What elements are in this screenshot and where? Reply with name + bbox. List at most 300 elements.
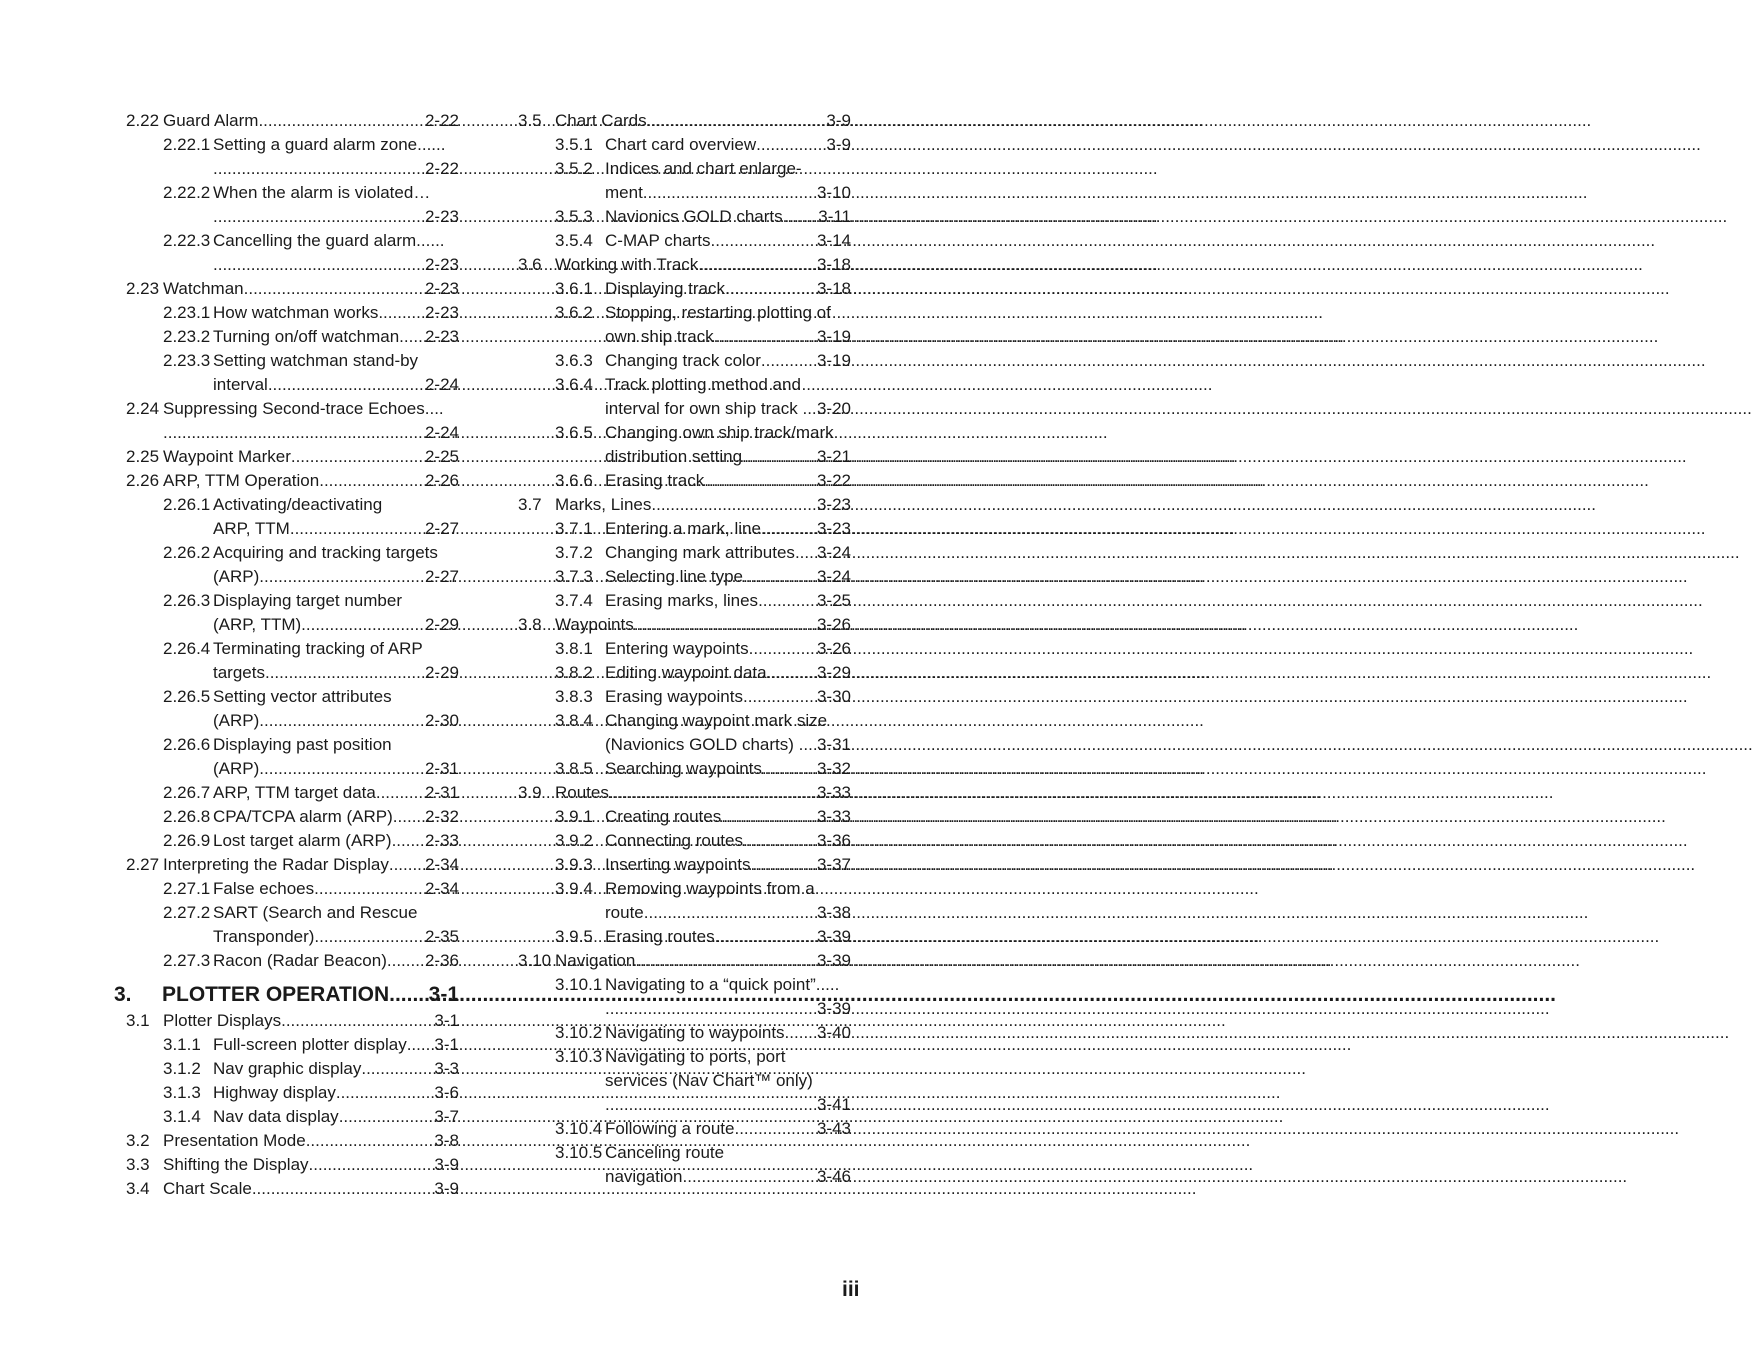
toc-entry-number: 3.8.1 bbox=[555, 639, 593, 658]
toc-dot-leader bbox=[743, 685, 817, 709]
toc-entry bbox=[518, 1165, 851, 1189]
toc-entry-title: Chart Cards bbox=[555, 111, 647, 130]
toc-entry-title: interval bbox=[213, 375, 268, 394]
toc-dot-leader bbox=[711, 229, 817, 253]
toc-dot-leader bbox=[647, 109, 827, 133]
toc-entry-title: Entering a mark, line bbox=[605, 519, 761, 538]
toc-dot-leader bbox=[807, 397, 817, 421]
toc-entry-title: own ship track bbox=[605, 327, 714, 346]
toc-page-ref: 2-27 bbox=[424, 567, 459, 586]
toc-dot-leader bbox=[635, 949, 817, 973]
toc-entry-number: 3.6 bbox=[518, 255, 542, 274]
toc-entry-number: 3.6.2 bbox=[555, 303, 593, 322]
toc-page-ref: 2-23 bbox=[424, 279, 459, 298]
toc-entry-title: Connecting routes bbox=[605, 831, 743, 850]
toc-page-ref: 3-26 bbox=[816, 639, 851, 658]
toc-page-ref: 3-39 bbox=[816, 999, 851, 1018]
toc-page-ref: 3-32 bbox=[816, 759, 851, 778]
toc-dot-leader bbox=[761, 349, 817, 373]
toc-entry bbox=[126, 109, 459, 133]
toc-dot-leader bbox=[761, 517, 817, 541]
toc-entry-number: 3.1.2 bbox=[163, 1059, 201, 1078]
toc-entry-title: Changing track color bbox=[605, 351, 761, 370]
toc-entry bbox=[518, 277, 851, 301]
toc-entry-number: 3.5.1 bbox=[555, 135, 593, 154]
toc-entry-title: PLOTTER OPERATION bbox=[162, 983, 390, 1006]
toc-entry bbox=[126, 829, 459, 853]
toc-entry-title: Changing waypoint mark size bbox=[605, 711, 828, 730]
toc-dot-leader bbox=[301, 613, 425, 637]
toc-entry bbox=[518, 517, 851, 541]
toc-entry-title: Marks, Lines bbox=[555, 495, 652, 514]
toc-entry bbox=[518, 133, 851, 157]
toc-entry-number: 3.9 bbox=[518, 783, 542, 802]
toc-entry-title: Chart card overview bbox=[605, 135, 757, 154]
toc-entry bbox=[518, 301, 851, 325]
toc-entry bbox=[518, 229, 851, 253]
toc-page-ref: 3-39 bbox=[816, 927, 851, 946]
toc-entry bbox=[518, 1117, 851, 1141]
toc-entry bbox=[518, 637, 851, 661]
toc-page-ref: 2-31 bbox=[424, 759, 459, 778]
toc-entry bbox=[518, 853, 851, 877]
toc-entry bbox=[126, 733, 459, 757]
toc-dot-leader bbox=[259, 709, 425, 733]
toc-entry bbox=[518, 397, 851, 421]
toc-dot-leader bbox=[762, 757, 817, 781]
toc-entry bbox=[126, 1033, 459, 1057]
toc-entry bbox=[518, 1141, 851, 1165]
toc-entry-title: Navionics GOLD charts bbox=[605, 207, 783, 226]
toc-dot-leader bbox=[634, 613, 817, 637]
toc-entry bbox=[518, 1045, 851, 1069]
toc-entry bbox=[126, 1105, 459, 1129]
toc-entry bbox=[126, 421, 459, 445]
toc-page-ref: 3-41 bbox=[816, 1095, 851, 1114]
toc-entry bbox=[126, 565, 459, 589]
toc-page-ref: 3-21 bbox=[816, 447, 851, 466]
toc-page-ref: 3-31 bbox=[816, 735, 851, 754]
toc-dot-leader bbox=[252, 1177, 435, 1201]
toc-entry-title: Nav data display bbox=[213, 1107, 339, 1126]
toc-entry-title: Setting a guard alarm zone...... bbox=[213, 135, 446, 154]
toc-entry bbox=[518, 733, 851, 757]
toc-page-ref: 3-29 bbox=[816, 663, 851, 682]
toc-dot-leader bbox=[244, 277, 425, 301]
toc-dot-leader bbox=[751, 853, 817, 877]
toc-entry-title: Navigation bbox=[555, 951, 636, 970]
toc-entry-number: 3.3 bbox=[126, 1155, 150, 1174]
toc-dot-leader bbox=[605, 997, 817, 1021]
toc-dot-leader bbox=[767, 661, 817, 685]
toc-dot-leader bbox=[259, 565, 425, 589]
toc-page-ref: 3-30 bbox=[816, 687, 851, 706]
toc-page-ref: 3-11 bbox=[818, 207, 851, 226]
toc-entry bbox=[518, 829, 851, 853]
toc-entry-title: Working with Track bbox=[555, 255, 699, 274]
toc-dot-leader bbox=[213, 157, 425, 181]
toc-entry bbox=[518, 469, 851, 493]
toc-dot-leader bbox=[609, 781, 817, 805]
toc-entry-title: Entering waypoints bbox=[605, 639, 749, 658]
toc-page-ref: 2-36 bbox=[424, 951, 459, 970]
toc-page-ref: 2-27 bbox=[424, 519, 459, 538]
toc-entry-title: Waypoint Marker bbox=[163, 447, 291, 466]
toc-entry-title: Nav graphic display bbox=[213, 1059, 362, 1078]
toc-entry bbox=[518, 757, 851, 781]
toc-entry-title: Lost target alarm (ARP) bbox=[213, 831, 392, 850]
toc-entry-title: Navigating to waypoints bbox=[605, 1023, 785, 1042]
toc-entry-title: ment bbox=[605, 183, 643, 202]
toc-dot-leader bbox=[714, 325, 817, 349]
toc-entry bbox=[518, 157, 851, 181]
toc-entry bbox=[518, 949, 851, 973]
toc-entry-number: 2.22.2 bbox=[163, 183, 211, 202]
toc-entry bbox=[126, 1153, 459, 1177]
toc-entry-title: Acquiring and tracking targets bbox=[213, 543, 438, 562]
toc-entry bbox=[126, 1129, 459, 1153]
toc-entry-title: Erasing routes bbox=[605, 927, 715, 946]
toc-entry bbox=[126, 205, 459, 229]
toc-entry-title: Displaying past position bbox=[213, 735, 392, 754]
toc-entry bbox=[126, 397, 459, 421]
toc-entry bbox=[126, 181, 459, 205]
toc-page-ref: 3-18 bbox=[816, 279, 851, 298]
toc-entry-title: ARP, TTM Operation bbox=[163, 471, 320, 490]
toc-entry-title: Displaying target number bbox=[213, 591, 402, 610]
toc-entry bbox=[126, 805, 459, 829]
toc-entry bbox=[518, 181, 851, 205]
toc-entry bbox=[126, 781, 459, 805]
toc-entry-title: Track plotting method and bbox=[605, 375, 801, 394]
toc-entry-number: 3.6.4 bbox=[555, 375, 593, 394]
toc-entry-number: 3.8.5 bbox=[555, 759, 593, 778]
toc-entry-number: 2.22.1 bbox=[163, 135, 211, 154]
toc-entry-number: 3.2 bbox=[126, 1131, 150, 1150]
toc-entry-title: Erasing marks, lines bbox=[605, 591, 759, 610]
toc-entry-number: 3.6.1 bbox=[555, 279, 593, 298]
toc-dot-leader bbox=[704, 469, 817, 493]
toc-entry-title: Full-screen plotter display bbox=[213, 1035, 407, 1054]
toc-entry-number: 3.7.4 bbox=[555, 591, 593, 610]
toc-dot-leader bbox=[749, 637, 817, 661]
toc-entry-title: route bbox=[605, 903, 644, 922]
toc-entry bbox=[518, 253, 851, 277]
toc-entry-title: Searching waypoints bbox=[605, 759, 762, 778]
toc-entry-number: 2.26.7 bbox=[163, 783, 211, 802]
toc-dot-leader bbox=[715, 925, 817, 949]
toc-dot-leader bbox=[605, 1093, 817, 1117]
toc-entry bbox=[518, 349, 851, 373]
toc-page-ref: 2-26 bbox=[424, 471, 459, 490]
toc-entry-title: Setting vector attributes bbox=[213, 687, 392, 706]
toc-dot-leader bbox=[389, 853, 425, 877]
toc-page-ref: 3-20 bbox=[816, 399, 851, 418]
toc-page-ref: 3-9 bbox=[434, 1155, 459, 1174]
toc-entry bbox=[518, 973, 851, 997]
toc-entry-title: Turning on/off watchman bbox=[213, 327, 400, 346]
toc-entry-title: (Navionics GOLD charts) .. bbox=[605, 735, 809, 754]
toc-entry-number: 3.10.2 bbox=[555, 1023, 603, 1042]
toc-dot-leader bbox=[808, 733, 817, 757]
toc-entry-number: 3. bbox=[114, 983, 132, 1006]
toc-dot-leader bbox=[407, 1033, 435, 1057]
toc-page-ref: 2-29 bbox=[424, 615, 459, 634]
toc-entry-number: 2.22.3 bbox=[163, 231, 211, 250]
toc-entry bbox=[126, 301, 459, 325]
toc-entry-title: Shifting the Display bbox=[163, 1155, 309, 1174]
toc-page-ref: 3-23 bbox=[816, 495, 851, 514]
toc-entry-title: ARP, TTM bbox=[213, 519, 290, 538]
toc-entry bbox=[126, 325, 459, 349]
toc-page-ref: 2-23 bbox=[424, 303, 459, 322]
toc-dot-leader bbox=[683, 1165, 817, 1189]
toc-entry-number: 3.1.1 bbox=[163, 1035, 201, 1054]
toc-dot-leader bbox=[314, 877, 425, 901]
toc-page-ref: 3-8 bbox=[434, 1131, 459, 1150]
toc-entry-title: Erasing track bbox=[605, 471, 705, 490]
toc-dot-leader bbox=[758, 589, 817, 613]
toc-dot-leader bbox=[743, 829, 817, 853]
toc-entry-number: 3.7.2 bbox=[555, 543, 593, 562]
page-number: iii bbox=[842, 1278, 860, 1301]
toc-dot-leader bbox=[651, 493, 817, 517]
toc-dot-leader bbox=[319, 469, 425, 493]
toc-dot-leader bbox=[725, 277, 817, 301]
toc-entry-number: 3.5.3 bbox=[555, 207, 593, 226]
toc-entry bbox=[126, 253, 459, 277]
toc-entry-number: 3.8.2 bbox=[555, 663, 593, 682]
toc-entry-title: Transponder) bbox=[213, 927, 315, 946]
toc-entry-title: Creating routes bbox=[605, 807, 722, 826]
toc-entry-number: 3.1.4 bbox=[163, 1107, 201, 1126]
toc-entry bbox=[126, 133, 459, 157]
toc-page-ref: 2-22 bbox=[424, 111, 459, 130]
toc-dot-leader bbox=[314, 925, 425, 949]
toc-entry bbox=[126, 1081, 459, 1105]
toc-dot-leader bbox=[213, 253, 425, 277]
toc-entry-number: 2.26.2 bbox=[163, 543, 211, 562]
toc-entry-title: distribution setting bbox=[605, 447, 743, 466]
toc-entry bbox=[518, 325, 851, 349]
toc-entry-number: 2.23.1 bbox=[163, 303, 211, 322]
toc-page-ref: 3-19 bbox=[816, 327, 851, 346]
toc-dot-leader bbox=[742, 445, 817, 469]
toc-entry bbox=[518, 613, 851, 637]
toc-dot-leader bbox=[378, 301, 425, 325]
toc-entry-number: 2.24 bbox=[126, 399, 160, 418]
toc-entry bbox=[518, 493, 851, 517]
toc-entry-title: Navigating to ports, port bbox=[605, 1047, 786, 1066]
toc-left-column bbox=[114, 109, 459, 1201]
toc-entry bbox=[126, 613, 459, 637]
toc-entry-number: 3.9.3 bbox=[555, 855, 593, 874]
toc-entry bbox=[126, 757, 459, 781]
toc-entry-number: 2.25 bbox=[126, 447, 160, 466]
toc-entry-title: Watchman bbox=[163, 279, 244, 298]
toc-entry bbox=[518, 109, 851, 133]
toc-entry-number: 3.5.4 bbox=[555, 231, 593, 250]
toc-page-ref: 3-1 bbox=[428, 983, 459, 1006]
toc-entry bbox=[126, 901, 459, 925]
toc-page-ref: 3-40 bbox=[816, 1023, 851, 1042]
toc-page-ref: 2-24 bbox=[424, 375, 459, 394]
toc-page-ref: 3-3 bbox=[434, 1059, 459, 1078]
toc-entry bbox=[126, 517, 459, 541]
toc-dot-leader bbox=[309, 1153, 435, 1177]
toc-entry bbox=[126, 853, 459, 877]
toc-dot-leader bbox=[399, 325, 425, 349]
toc-page-ref: 3-24 bbox=[816, 567, 851, 586]
toc-entry bbox=[126, 277, 459, 301]
toc-entry-title: False echoes bbox=[213, 879, 315, 898]
toc-entry-title: Changing own ship track/mark bbox=[605, 423, 834, 442]
toc-page-ref: 2-23 bbox=[424, 327, 459, 346]
toc-entry-title: Interpreting the Radar Display bbox=[163, 855, 389, 874]
toc-right-column bbox=[518, 109, 851, 1189]
toc-page-ref: 3-1 bbox=[434, 1011, 459, 1030]
toc-entry-title: Navigating to a “quick point”..... bbox=[605, 975, 840, 994]
toc-page-ref: 2-30 bbox=[424, 711, 459, 730]
toc-entry-title: Racon (Radar Beacon) bbox=[213, 951, 387, 970]
toc-entry-number: 3.9.4 bbox=[555, 879, 593, 898]
toc-entry bbox=[518, 421, 851, 445]
toc-entry bbox=[518, 661, 851, 685]
toc-entry bbox=[126, 157, 459, 181]
toc-entry-title: Selecting line type bbox=[605, 567, 743, 586]
toc-entry-number: 2.23.2 bbox=[163, 327, 211, 346]
toc-dot-leader bbox=[392, 829, 425, 853]
toc-page-ref: 3-46 bbox=[816, 1167, 851, 1186]
toc-entry bbox=[126, 541, 459, 565]
toc-page-ref: 3-36 bbox=[816, 831, 851, 850]
toc-entry-number: 2.26.8 bbox=[163, 807, 211, 826]
toc-entry bbox=[126, 229, 459, 253]
toc-dot-leader bbox=[644, 901, 817, 925]
toc-entry-title: Setting watchman stand-by bbox=[213, 351, 419, 370]
toc-entry-title: Waypoints bbox=[555, 615, 634, 634]
toc-dot-leader bbox=[795, 541, 817, 565]
toc-entry-title: Removing waypoints from a bbox=[605, 879, 815, 898]
toc-entry-number: 3.8 bbox=[518, 615, 542, 634]
toc-page-ref: 3-1 bbox=[434, 1035, 459, 1054]
toc-page-ref: 3-18 bbox=[816, 255, 851, 274]
toc-entry bbox=[126, 589, 459, 613]
toc-page-ref: 3-37 bbox=[816, 855, 851, 874]
toc-page-ref: 3-7 bbox=[434, 1107, 459, 1126]
toc-entry bbox=[518, 997, 851, 1021]
toc-entry-number: 3.5 bbox=[518, 111, 542, 130]
toc-entry bbox=[126, 877, 459, 901]
toc-dot-leader bbox=[265, 661, 425, 685]
toc-page-ref: 3-33 bbox=[816, 783, 851, 802]
toc-entry bbox=[518, 565, 851, 589]
toc-entry-title: ARP, TTM target data bbox=[213, 783, 376, 802]
toc-entry-number: 3.10.3 bbox=[555, 1047, 603, 1066]
toc-entry-title: (ARP, TTM) bbox=[213, 615, 302, 634]
toc-dot-leader bbox=[783, 205, 819, 229]
toc-dot-leader bbox=[306, 1129, 435, 1153]
toc-entry bbox=[126, 493, 459, 517]
toc-page-ref: 3-9 bbox=[434, 1179, 459, 1198]
toc-page-ref: 3-19 bbox=[816, 351, 851, 370]
toc-entry-number: 3.6.5 bbox=[555, 423, 593, 442]
toc-entry bbox=[126, 469, 459, 493]
toc-entry-number: 3.1 bbox=[126, 1011, 150, 1030]
toc-entry-title: targets bbox=[213, 663, 265, 682]
toc-entry-title: Canceling route bbox=[605, 1143, 725, 1162]
toc-page-ref: 2-33 bbox=[424, 831, 459, 850]
toc-entry-title: Guard Alarm bbox=[163, 111, 259, 130]
toc-page-ref: 3-26 bbox=[816, 615, 851, 634]
toc-entry-number: 2.26.1 bbox=[163, 495, 211, 514]
toc-entry-title: interval for own ship track . bbox=[605, 399, 808, 418]
toc-page-ref: 2-34 bbox=[424, 855, 459, 874]
toc-entry-number: 2.26.6 bbox=[163, 735, 211, 754]
toc-entry-number: 3.7.1 bbox=[555, 519, 593, 538]
toc-entry-number: 2.27.2 bbox=[163, 903, 211, 922]
toc-dot-leader bbox=[785, 1021, 817, 1045]
toc-entry-title: services (Nav Chart™ only) bbox=[605, 1071, 813, 1090]
toc-entry-number: 3.1.3 bbox=[163, 1083, 201, 1102]
toc-entry-title: Cancelling the guard alarm...... bbox=[213, 231, 445, 250]
toc-page-ref: 2-23 bbox=[424, 207, 459, 226]
toc-page-ref: 2-34 bbox=[424, 879, 459, 898]
toc-entry-number: 2.26.5 bbox=[163, 687, 211, 706]
toc-entry-title: Displaying track bbox=[605, 279, 725, 298]
toc-entry bbox=[518, 205, 851, 229]
toc-entry bbox=[126, 949, 459, 973]
toc-entry-title: Inserting waypoints bbox=[605, 855, 751, 874]
toc-entry-number: 3.4 bbox=[126, 1179, 150, 1198]
toc-entry-number: 3.6.3 bbox=[555, 351, 593, 370]
toc-entry bbox=[126, 685, 459, 709]
toc-page-ref: 2-25 bbox=[424, 447, 459, 466]
toc-entry-number: 2.27 bbox=[126, 855, 160, 874]
toc-entry bbox=[126, 1009, 459, 1033]
toc-dot-leader bbox=[268, 373, 425, 397]
toc-dot-leader bbox=[259, 757, 425, 781]
toc-dot-leader bbox=[721, 805, 817, 829]
toc-page-ref: 3-6 bbox=[434, 1083, 459, 1102]
toc-entry bbox=[518, 1021, 851, 1045]
toc-entry bbox=[126, 1177, 459, 1201]
toc-entry-title: Editing waypoint data bbox=[605, 663, 767, 682]
toc-entry-title: Highway display bbox=[213, 1083, 336, 1102]
toc-entry-title: Stopping, restarting plotting of bbox=[605, 303, 831, 322]
toc-page-ref: 3-9 bbox=[826, 135, 851, 154]
toc-entry bbox=[518, 445, 851, 469]
toc-entry-title: (ARP) bbox=[213, 759, 260, 778]
toc-entry bbox=[126, 1057, 459, 1081]
toc-page-ref: 2-31 bbox=[424, 783, 459, 802]
toc-entry-title: Plotter Displays bbox=[163, 1011, 282, 1030]
toc-entry-number: 3.7 bbox=[518, 495, 542, 514]
toc-dot-leader bbox=[213, 205, 425, 229]
toc-entry-number: 3.6.6 bbox=[555, 471, 593, 490]
toc-entry bbox=[518, 589, 851, 613]
toc-entry-number: 2.26 bbox=[126, 471, 160, 490]
toc-entry-title: Following a route bbox=[605, 1119, 735, 1138]
toc-page-ref: 3-10 bbox=[816, 183, 851, 202]
toc-entry-title: Changing mark attributes bbox=[605, 543, 795, 562]
toc-entry bbox=[518, 1069, 851, 1093]
toc-entry bbox=[518, 901, 851, 925]
toc-entry bbox=[126, 661, 459, 685]
toc-entry-title: (ARP) bbox=[213, 711, 260, 730]
toc-page-ref: 3-9 bbox=[826, 111, 851, 130]
toc-page-ref: 2-35 bbox=[424, 927, 459, 946]
